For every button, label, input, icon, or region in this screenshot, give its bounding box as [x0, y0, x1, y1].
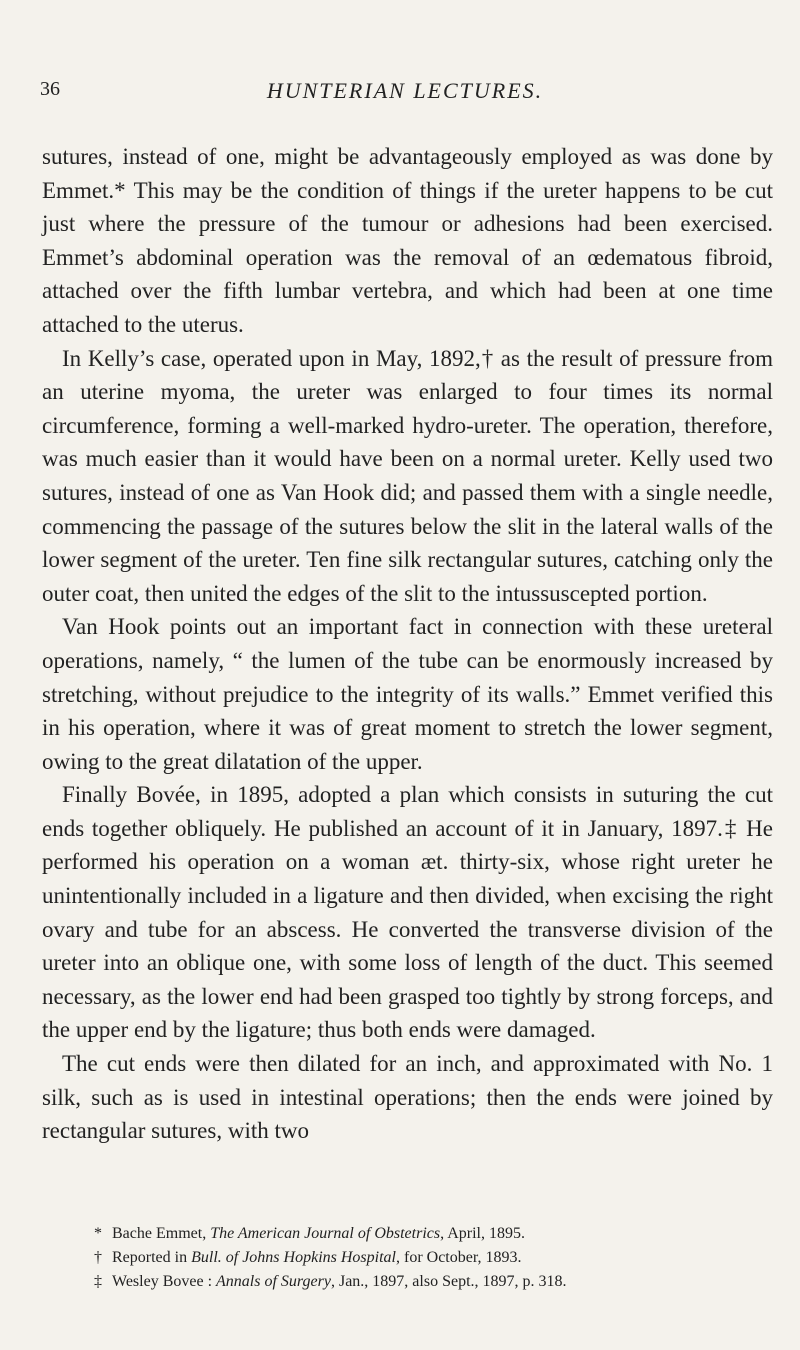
footnote-text: Wesley Bovee : [112, 1273, 217, 1290]
paragraph-5: The cut ends were then dilated for an inch, and approximated with No. 1 silk, such as is used in intestinal operations; then the ends were joined by rectangular sutures, with two [42, 1051, 773, 1144]
paragraph-1: sutures, instead of one, might be advantageously employed as was done by Emmet.* This may be the condition of things if the ureter happens to be cut just where the pressure of the tumour or adhesions had been exercised. Emmet’s abdominal operation was the removal of an œdematous fibroid, attached over the fifth lumbar vertebra, and which had been at one time attached to the uterus. [42, 144, 773, 337]
footnotes [42, 1222, 773, 1294]
footnote-title: Bull. of Johns Hopkins Hospital [191, 1249, 396, 1266]
footnote-2 [42, 1246, 773, 1270]
footnote-text: Reported in [112, 1249, 192, 1266]
footnote-text: , Jan., 1897, also Sept., 1897, p. 318. [330, 1273, 567, 1290]
footnote-title: The American Journal of Obstetrics [210, 1225, 441, 1242]
footnote-text: Bache Emmet, [112, 1225, 211, 1242]
footnote-text: , April, 1895. [440, 1225, 525, 1242]
footnote-mark: * [94, 1225, 102, 1242]
running-head: HUNTERIAN LECTURES. [266, 78, 544, 103]
paragraph-4: Finally Bovée, in 1895, adopted a plan which consists in suturing the cut ends together obliquely. He published an account of it in January, 1897.‡ He performed his operation on a woman æt. thirty-six, whose right ureter he unintentionally included in a ligature and then divided, when excising the right ovary and tube for an abscess. He converted the transverse division of the ureter into an oblique one, with some loss of length of the duct. This seemed necessary, as the lower end had been grasped too tightly by strong forceps, and the upper end by the ligature; thus both ends were damaged. [42, 782, 773, 1043]
footnote-1 [42, 1222, 773, 1246]
footnote-mark: † [94, 1249, 102, 1266]
page-header [40, 78, 770, 108]
footnote-title: Annals of Surgery [216, 1273, 331, 1290]
paragraph-3: Van Hook points out an important fact in connection with these ureteral operations, namely, “ the lumen of the tube can be enormously increased by stretching, without prejudice to the integrity of its walls.” Emmet verified this in his operation, where it was of great moment to stretch the lower segment, owing to the great dilatation of the upper. [42, 614, 773, 774]
page-number: 36 [40, 78, 60, 100]
footnote-text: , for October, 1893. [395, 1249, 522, 1266]
footnote-3 [42, 1270, 773, 1294]
footnote-mark: ‡ [94, 1273, 102, 1290]
body-text [42, 140, 773, 1148]
paragraph-2: In Kelly’s case, operated upon in May, 1892,† as the result of pressure from an uterine myoma, the ureter was enlarged to four times its normal circumference, forming a well-marked hydro-ureter. The operation, therefore, was much easier than it would have been on a normal ureter. Kelly used two sutures, instead of one as Van Hook did; and passed them with a single needle, commencing the passage of the sutures below the slit in the lateral walls of the lower segment of the ureter. Ten fine silk rectangular sutures, catching only the outer coat, then united the edges of the slit to the intussuscepted portion. [42, 345, 773, 606]
